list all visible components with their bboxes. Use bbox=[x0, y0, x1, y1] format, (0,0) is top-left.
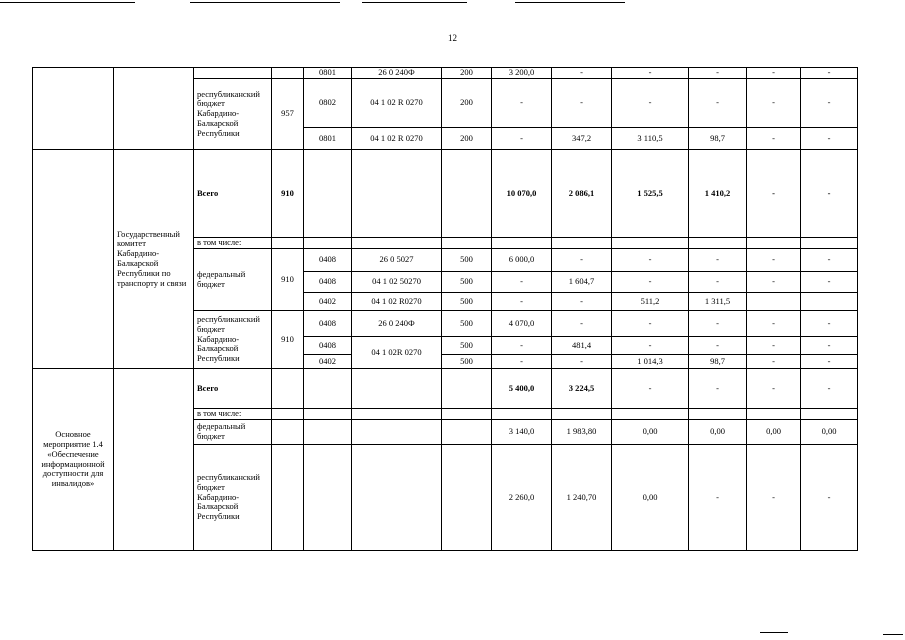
code-target: 04 1 02 R 0270 bbox=[352, 128, 442, 150]
value-cell: - bbox=[747, 445, 801, 551]
value-cell: 1 983,80 bbox=[552, 420, 612, 445]
value-cell: - bbox=[801, 337, 858, 355]
value-cell: - bbox=[747, 311, 801, 337]
value-cell bbox=[801, 293, 858, 311]
value-cell: - bbox=[612, 369, 689, 409]
value-cell: - bbox=[612, 337, 689, 355]
value-cell: - bbox=[747, 128, 801, 150]
source-cell: федеральный бюджет bbox=[194, 249, 272, 311]
value-cell: - bbox=[801, 249, 858, 272]
value-cell: 1 525,5 bbox=[612, 150, 689, 238]
value-cell: - bbox=[612, 79, 689, 128]
code-type: 500 bbox=[442, 272, 492, 293]
value-cell: 0,00 bbox=[612, 445, 689, 551]
value-cell: - bbox=[612, 249, 689, 272]
code-target: 04 1 02R 0270 bbox=[352, 337, 442, 369]
value-cell: - bbox=[801, 369, 858, 409]
code-section: 0801 bbox=[304, 68, 352, 79]
code-section: 0408 bbox=[304, 272, 352, 293]
code-target: 26 0 240Ф bbox=[352, 311, 442, 337]
value-cell: - bbox=[612, 272, 689, 293]
value-cell: 511,2 bbox=[612, 293, 689, 311]
value-cell: - bbox=[747, 272, 801, 293]
value-cell: - bbox=[552, 79, 612, 128]
table-row bbox=[33, 150, 858, 238]
value-cell: - bbox=[552, 249, 612, 272]
code-section: 0408 bbox=[304, 337, 352, 355]
code-type: 200 bbox=[442, 128, 492, 150]
table-row bbox=[33, 369, 858, 409]
code-type: 500 bbox=[442, 337, 492, 355]
code-type: 500 bbox=[442, 293, 492, 311]
value-cell: 481,4 bbox=[552, 337, 612, 355]
organization-name: Государственный комитет Кабардино-Балкарской Республики по транспорту и связи bbox=[114, 150, 194, 369]
value-cell: - bbox=[552, 311, 612, 337]
value-cell: 0,00 bbox=[612, 420, 689, 445]
value-cell: - bbox=[801, 128, 858, 150]
value-cell: - bbox=[689, 311, 747, 337]
source-cell bbox=[194, 68, 272, 79]
code-target: 26 0 240Ф bbox=[352, 68, 442, 79]
value-cell: 2 086,1 bbox=[552, 150, 612, 238]
code-section: 0408 bbox=[304, 249, 352, 272]
code-section: 0408 bbox=[304, 311, 352, 337]
including-label: в том числе: bbox=[194, 409, 272, 420]
value-cell: - bbox=[492, 272, 552, 293]
code-target: 04 1 02 R0270 bbox=[352, 293, 442, 311]
value-cell: - bbox=[492, 128, 552, 150]
value-cell: - bbox=[552, 355, 612, 369]
value-cell: - bbox=[689, 68, 747, 79]
value-cell: 4 070,0 bbox=[492, 311, 552, 337]
value-cell: - bbox=[801, 79, 858, 128]
source-cell: республиканский бюджет Кабардино-Балкарской Республики bbox=[194, 311, 272, 369]
total-label: Всего bbox=[194, 369, 272, 409]
value-cell: - bbox=[801, 272, 858, 293]
value-cell: - bbox=[801, 150, 858, 238]
value-cell: - bbox=[492, 355, 552, 369]
code-type: 500 bbox=[442, 311, 492, 337]
value-cell: - bbox=[689, 337, 747, 355]
value-cell: 3 110,5 bbox=[612, 128, 689, 150]
code-type: 200 bbox=[442, 68, 492, 79]
code-type: 500 bbox=[442, 355, 492, 369]
value-cell: - bbox=[801, 311, 858, 337]
page-number: 12 bbox=[448, 33, 457, 43]
value-cell: - bbox=[747, 355, 801, 369]
value-cell: - bbox=[689, 79, 747, 128]
value-cell: - bbox=[689, 249, 747, 272]
value-cell: 3 200,0 bbox=[492, 68, 552, 79]
ministry-code: 910 bbox=[272, 311, 304, 369]
value-cell: - bbox=[747, 249, 801, 272]
value-cell: - bbox=[747, 150, 801, 238]
source-cell: федеральный бюджет bbox=[194, 420, 272, 445]
value-cell: - bbox=[492, 337, 552, 355]
value-cell: - bbox=[747, 337, 801, 355]
event-name: Основное мероприятие 1.4 «Обеспечение информационной доступности для инвалидов» bbox=[33, 369, 114, 551]
source-cell: республиканский бюджет Кабардино-Балкарской Республики bbox=[194, 445, 272, 551]
value-cell: 1 014,3 bbox=[612, 355, 689, 369]
value-cell: 0,00 bbox=[747, 420, 801, 445]
code-target: 04 1 02 50270 bbox=[352, 272, 442, 293]
value-cell: - bbox=[801, 68, 858, 79]
source-cell: республиканский бюджет Кабардино-Балкарской Республики bbox=[194, 79, 272, 150]
code-section: 0402 bbox=[304, 355, 352, 369]
code-section: 0801 bbox=[304, 128, 352, 150]
value-cell: - bbox=[492, 79, 552, 128]
value-cell: 98,7 bbox=[689, 128, 747, 150]
ministry-code: 910 bbox=[272, 249, 304, 311]
value-cell: 347,2 bbox=[552, 128, 612, 150]
code-target: 04 1 02 R 0270 bbox=[352, 79, 442, 128]
code-target: 26 0 5027 bbox=[352, 249, 442, 272]
table-row bbox=[33, 68, 858, 79]
value-cell: 3 224,5 bbox=[552, 369, 612, 409]
value-cell: 0,00 bbox=[801, 420, 858, 445]
value-cell: - bbox=[612, 68, 689, 79]
including-label: в том числе: bbox=[194, 238, 272, 249]
value-cell: 1 410,2 bbox=[689, 150, 747, 238]
value-cell: 0,00 bbox=[689, 420, 747, 445]
value-cell: - bbox=[552, 293, 612, 311]
value-cell: - bbox=[801, 355, 858, 369]
value-cell: - bbox=[801, 445, 858, 551]
value-cell: 2 260,0 bbox=[492, 445, 552, 551]
value-cell: - bbox=[689, 369, 747, 409]
value-cell: 98,7 bbox=[689, 355, 747, 369]
ministry-code: 910 bbox=[272, 150, 304, 238]
total-label: Всего bbox=[194, 150, 272, 238]
code-type: 500 bbox=[442, 249, 492, 272]
code-section: 0402 bbox=[304, 293, 352, 311]
value-cell: 10 070,0 bbox=[492, 150, 552, 238]
value-cell: - bbox=[747, 79, 801, 128]
code-type: 200 bbox=[442, 79, 492, 128]
value-cell: - bbox=[612, 311, 689, 337]
value-cell: - bbox=[689, 272, 747, 293]
code-section: 0802 bbox=[304, 79, 352, 128]
value-cell: - bbox=[747, 68, 801, 79]
value-cell: - bbox=[552, 68, 612, 79]
value-cell: 1 311,5 bbox=[689, 293, 747, 311]
value-cell: - bbox=[747, 369, 801, 409]
value-cell: 1 604,7 bbox=[552, 272, 612, 293]
budget-table bbox=[32, 67, 858, 551]
value-cell: 5 400,0 bbox=[492, 369, 552, 409]
value-cell: - bbox=[689, 445, 747, 551]
value-cell bbox=[747, 293, 801, 311]
value-cell: 3 140,0 bbox=[492, 420, 552, 445]
ministry-code: 957 bbox=[272, 79, 304, 150]
value-cell: 6 000,0 bbox=[492, 249, 552, 272]
value-cell: 1 240,70 bbox=[552, 445, 612, 551]
value-cell: - bbox=[492, 293, 552, 311]
